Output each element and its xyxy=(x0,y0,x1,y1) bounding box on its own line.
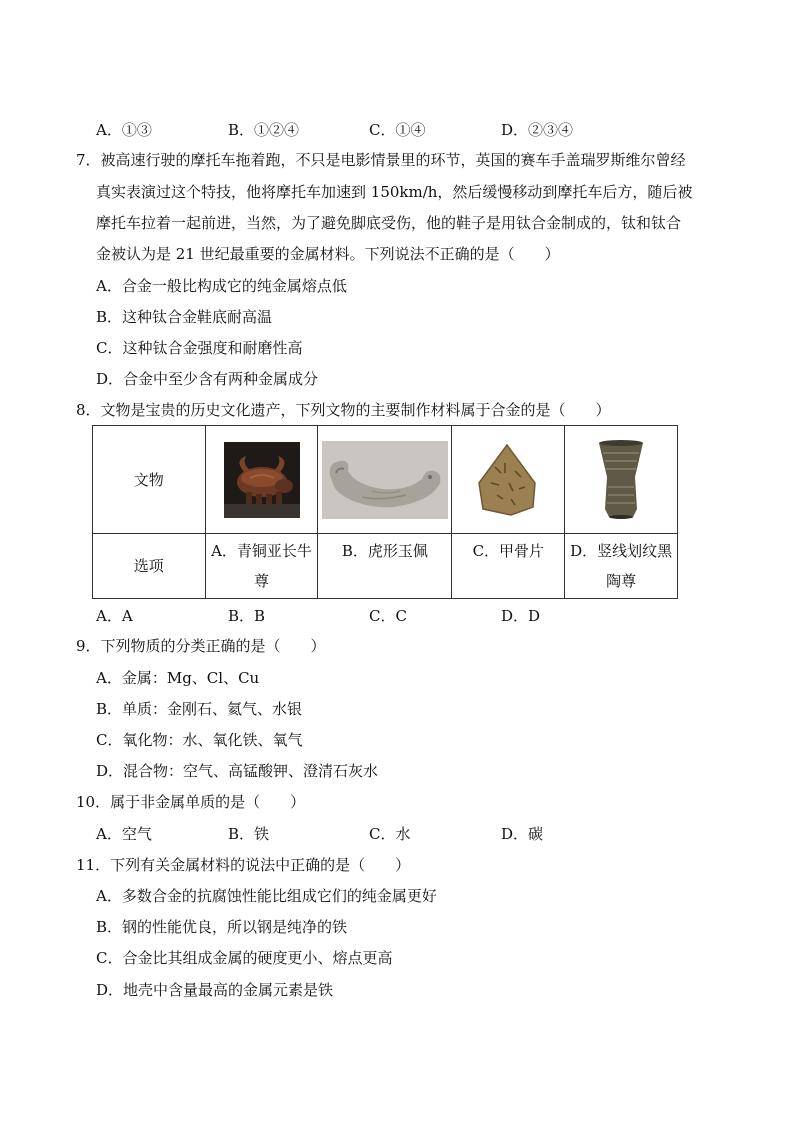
q6-option-d: D．②③④ xyxy=(501,121,574,139)
q9-option-d: D．混合物：空气、高锰酸钾、澄清石灰水 xyxy=(96,762,379,780)
options-row-label: 选项 xyxy=(93,534,206,599)
relic-choice-d-line-1: D．竖线划纹黑 xyxy=(570,542,673,560)
q7-stem-line-3: 摩托车拉着一起前进，当然，为了避免脚底受伤，他的鞋子是用钛合金制成的，钛和钛合 xyxy=(96,214,682,232)
q9-option-c: C．氧化物：水、氧化铁、氧气 xyxy=(96,731,303,749)
q7-option-c: C．这种钛合金强度和耐磨性高 xyxy=(96,339,303,357)
relic-cell-c xyxy=(452,426,565,534)
q10-option-d: D．碳 xyxy=(501,825,544,843)
q7-option-b: B．这种钛合金鞋底耐高温 xyxy=(96,308,273,326)
bronze-ox-zun-image xyxy=(224,442,300,518)
q10-stem: 10．属于非金属单质的是（ ） xyxy=(76,793,306,811)
q10-option-a: A．空气 xyxy=(96,825,152,843)
relics-row-label: 文物 xyxy=(93,426,206,534)
relic-cell-d xyxy=(565,426,678,534)
relic-choice-a xyxy=(205,534,318,599)
relic-choice-b xyxy=(318,534,452,599)
q6-option-a: A．①③ xyxy=(96,121,152,139)
q8-option-a: A．A xyxy=(96,607,133,625)
q7-stem-line-4: 金被认为是 21 世纪最重要的金属材料。下列说法不正确的是（ ） xyxy=(96,245,560,263)
q11-stem: 11．下列有关金属材料的说法中正确的是（ ） xyxy=(76,856,411,874)
q9-option-a: A．金属：Mg、Cl、Cu xyxy=(96,669,260,687)
relics-table xyxy=(92,425,678,599)
q8-option-c: C．C xyxy=(369,607,407,625)
q11-option-a: A．多数合金的抗腐蚀性能比组成它们的纯金属更好 xyxy=(96,887,437,905)
q7-option-a: A．合金一般比构成它的纯金属熔点低 xyxy=(96,277,347,295)
q7-stem-line-2: 真实表演过这个特技，他将摩托车加速到 150km/h，然后缓慢移动到摩托车后方，随后被 xyxy=(96,183,693,201)
q8-stem: 8．文物是宝贵的历史文化遗产，下列文物的主要制作材料属于合金的是（ ） xyxy=(76,401,611,419)
q6-option-c: C．①④ xyxy=(369,121,426,139)
q11-option-b: B．钢的性能优良，所以钢是纯净的铁 xyxy=(96,918,348,936)
q7-stem-line-1: 7．被高速行驶的摩托车拖着跑，不只是电影情景里的环节，英国的赛车手盖瑞罗斯维尔曾经 xyxy=(76,151,686,169)
tiger-jade-pendant-image xyxy=(322,441,448,519)
oracle-bone-image xyxy=(475,443,541,517)
q10-option-b: B．铁 xyxy=(228,825,270,843)
q11-option-d: D．地壳中含量最高的金属元素是铁 xyxy=(96,981,334,999)
black-pottery-zun-image xyxy=(593,437,649,523)
relic-cell-a xyxy=(205,426,318,534)
relic-choice-a-line-1: A．青铜亚长牛 xyxy=(211,542,312,560)
relics-option-row xyxy=(93,534,678,599)
q8-option-d: D．D xyxy=(501,607,541,625)
q7-option-d: D．合金中至少含有两种金属成分 xyxy=(96,370,319,388)
relic-choice-d-line-2: 陶尊 xyxy=(606,572,637,590)
q11-option-c: C．合金比其组成金属的硬度更小、熔点更高 xyxy=(96,949,393,967)
q9-stem: 9．下列物质的分类正确的是（ ） xyxy=(76,637,326,655)
q6-option-b: B．①②④ xyxy=(228,121,300,139)
relic-choice-d xyxy=(565,534,678,599)
relic-choice-b-line-1: B．虎形玉佩 xyxy=(341,542,428,560)
relic-cell-b xyxy=(318,426,452,534)
q8-option-b: B．B xyxy=(228,607,266,625)
q10-option-c: C．水 xyxy=(369,825,411,843)
relics-image-row xyxy=(93,426,678,534)
q9-option-b: B．单质：金刚石、氦气、水银 xyxy=(96,700,303,718)
relic-choice-c xyxy=(452,534,565,599)
relic-choice-c-line-1: C．甲骨片 xyxy=(472,542,545,560)
relic-choice-a-line-2: 尊 xyxy=(254,572,270,590)
